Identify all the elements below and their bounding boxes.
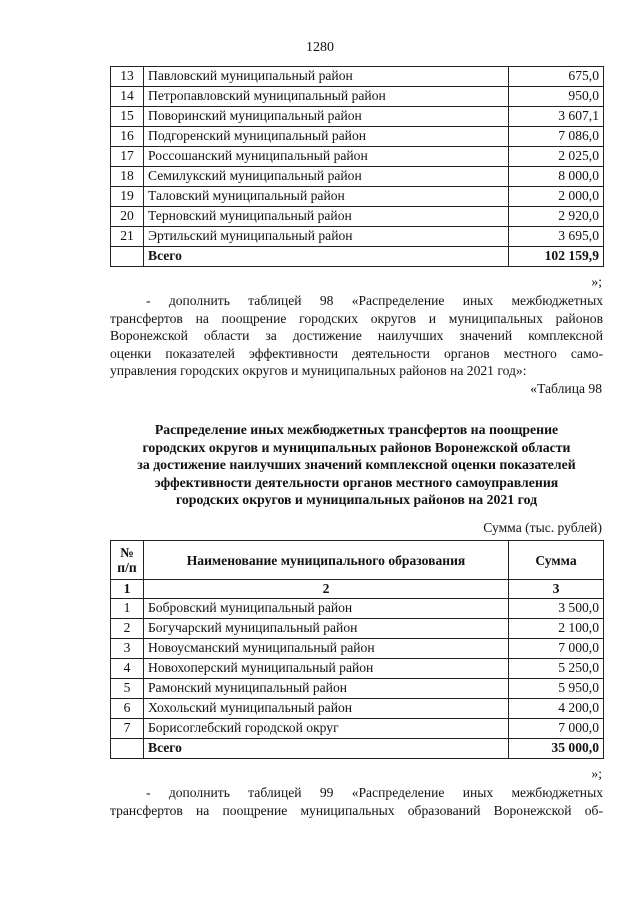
municipality-name: Поворинский муниципальный район <box>144 107 509 127</box>
table-row <box>111 207 604 227</box>
allocation-table-98 <box>110 540 604 759</box>
amount: 2 100,0 <box>509 619 604 639</box>
total-row-number <box>111 247 144 267</box>
municipality-name: Россошанский муниципальный район <box>144 147 509 167</box>
total-row <box>111 247 604 267</box>
heading-line: за достижение наилучших значений комплексной оценки показателей <box>137 457 576 472</box>
paragraph-line: трансфертов на поощрение муниципальных образований Воронежской об- <box>110 802 603 818</box>
municipality-name: Подгоренский муниципальный район <box>144 127 509 147</box>
municipality-name: Богучарский муниципальный район <box>144 619 509 639</box>
row-number: 15 <box>111 107 144 127</box>
table-row <box>111 87 604 107</box>
table-heading <box>110 421 603 509</box>
total-row-number <box>111 739 144 759</box>
amount: 2 920,0 <box>509 207 604 227</box>
paragraph-line: Воронежской области за достижение наилучших значений комплексной <box>110 328 603 343</box>
amount: 2 025,0 <box>509 147 604 167</box>
row-number: 6 <box>111 699 144 719</box>
row-number: 13 <box>111 67 144 87</box>
total-row <box>111 739 604 759</box>
table-label: «Таблица 98 <box>530 381 602 396</box>
municipality-name: Эртильский муниципальный район <box>144 227 509 247</box>
amount: 675,0 <box>509 67 604 87</box>
table-row <box>111 719 604 739</box>
table-row <box>111 147 604 167</box>
heading-line: Распределение иных межбюджетных трансфертов на поощрение <box>154 422 559 437</box>
column-index: 1 <box>111 580 144 599</box>
municipality-name: Петропавловский муниципальный район <box>144 87 509 107</box>
table-row <box>111 639 604 659</box>
column-index: 2 <box>144 580 509 599</box>
table-row <box>111 227 604 247</box>
municipality-name: Борисоглебский городской округ <box>144 719 509 739</box>
heading-line: городских округов и муниципальных районов на 2021 год <box>175 492 538 507</box>
municipality-name: Терновский муниципальный район <box>144 207 509 227</box>
row-number: 21 <box>111 227 144 247</box>
header-sum: Сумма <box>509 541 604 580</box>
row-number: 1 <box>111 599 144 619</box>
row-number: 7 <box>111 719 144 739</box>
paragraph-line: - дополнить таблицей 99 «Распределение иных межбюджетных <box>146 785 603 800</box>
closing-quote: »; <box>591 766 602 781</box>
row-number: 19 <box>111 187 144 207</box>
table-row <box>111 107 604 127</box>
row-number: 2 <box>111 619 144 639</box>
municipality-name: Хохольский муниципальный район <box>144 699 509 719</box>
table-row <box>111 659 604 679</box>
table-row <box>111 187 604 207</box>
table-row <box>111 67 604 87</box>
header-number: № п/п <box>111 541 144 580</box>
row-number: 16 <box>111 127 144 147</box>
heading-line: городских округов и муниципальных районов Воронежской области <box>142 439 571 455</box>
header-row <box>111 541 604 580</box>
municipality-name: Павловский муниципальный район <box>144 67 509 87</box>
municipality-name: Новохоперский муниципальный район <box>144 659 509 679</box>
table-row <box>111 679 604 699</box>
table-row <box>111 167 604 187</box>
amount: 7 086,0 <box>509 127 604 147</box>
amount: 7 000,0 <box>509 719 604 739</box>
amount: 3 500,0 <box>509 599 604 619</box>
allocation-table-continuation <box>110 66 604 267</box>
total-label: Всего <box>144 247 509 267</box>
municipality-name: Семилукский муниципальный район <box>144 167 509 187</box>
row-number: 5 <box>111 679 144 699</box>
table-row <box>111 127 604 147</box>
page-number: 1280 <box>306 40 334 55</box>
table-row <box>111 619 604 639</box>
amendment-paragraph <box>110 784 603 819</box>
paragraph-line: - дополнить таблицей 98 «Распределение иных межбюджетных <box>146 293 603 308</box>
amount: 5 950,0 <box>509 679 604 699</box>
amendment-paragraph <box>110 292 603 380</box>
paragraph-line: трансфертов на поощрение городских округов и муниципальных районов <box>110 310 603 326</box>
closing-quote: »; <box>591 274 602 289</box>
amount: 5 250,0 <box>509 659 604 679</box>
amount: 950,0 <box>509 87 604 107</box>
amount: 3 695,0 <box>509 227 604 247</box>
unit-label: Сумма (тыс. рублей) <box>483 520 602 535</box>
amount: 2 000,0 <box>509 187 604 207</box>
municipality-name: Рамонский муниципальный район <box>144 679 509 699</box>
amount: 4 200,0 <box>509 699 604 719</box>
total-amount: 35 000,0 <box>509 739 604 759</box>
paragraph-line: оценки показателей эффективности деятельности органов местного само- <box>110 345 603 361</box>
municipality-name: Таловский муниципальный район <box>144 187 509 207</box>
total-amount: 102 159,9 <box>509 247 604 267</box>
municipality-name: Новоусманский муниципальный район <box>144 639 509 659</box>
amount: 7 000,0 <box>509 639 604 659</box>
table-row <box>111 699 604 719</box>
municipality-name: Бобровский муниципальный район <box>144 599 509 619</box>
row-number: 18 <box>111 167 144 187</box>
row-number: 20 <box>111 207 144 227</box>
paragraph-line: управления городских округов и муниципальных районов на 2021 год»: <box>110 363 527 378</box>
header-name: Наименование муниципального образования <box>144 541 509 580</box>
row-number: 14 <box>111 87 144 107</box>
row-number: 4 <box>111 659 144 679</box>
heading-line: эффективности деятельности органов местного самоуправления <box>154 474 559 490</box>
row-number: 3 <box>111 639 144 659</box>
column-index-row <box>111 580 604 599</box>
amount: 8 000,0 <box>509 167 604 187</box>
column-index: 3 <box>509 580 604 599</box>
amount: 3 607,1 <box>509 107 604 127</box>
row-number: 17 <box>111 147 144 167</box>
table-row <box>111 599 604 619</box>
total-label: Всего <box>144 739 509 759</box>
